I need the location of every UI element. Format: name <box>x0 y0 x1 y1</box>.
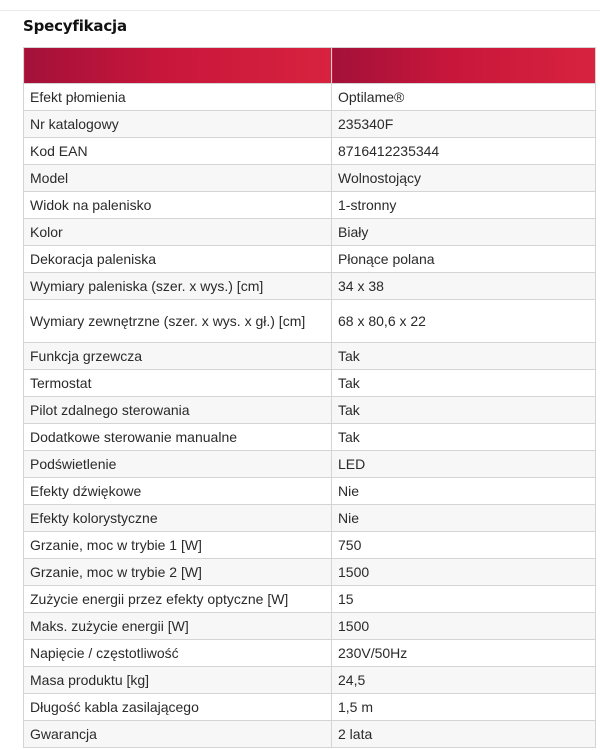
spec-label: Pilot zdalnego sterowania <box>24 397 332 424</box>
spec-label: Napięcie / częstotliwość <box>24 640 332 667</box>
spec-label: Funkcja grzewcza <box>24 343 332 370</box>
spec-value: 8716412235344 <box>332 138 596 165</box>
spec-label: Kolor <box>24 219 332 246</box>
table-row <box>24 532 596 559</box>
spec-value: LED <box>332 451 596 478</box>
spec-label: Maks. zużycie energii [W] <box>24 613 332 640</box>
spec-label: Model <box>24 165 332 192</box>
spec-label: Wymiary paleniska (szer. x wys.) [cm] <box>24 273 332 300</box>
spec-label: Wymiary zewnętrzne (szer. x wys. x gł.) [cm] <box>24 300 332 343</box>
table-row <box>24 586 596 613</box>
spec-value: Nie <box>332 505 596 532</box>
table-row <box>24 138 596 165</box>
table-row <box>24 343 596 370</box>
spec-value: 1500 <box>332 613 596 640</box>
spec-label: Widok na palenisko <box>24 192 332 219</box>
table-row <box>24 667 596 694</box>
spec-value: Płonące polana <box>332 246 596 273</box>
spec-value: 230V/50Hz <box>332 640 596 667</box>
spec-value: Nie <box>332 478 596 505</box>
spec-label: Dodatkowe sterowanie manualne <box>24 424 332 451</box>
spec-label: Kod EAN <box>24 138 332 165</box>
spec-label: Gwarancja <box>24 721 332 748</box>
spec-label: Masa produktu [kg] <box>24 667 332 694</box>
spec-label: Dekoracja paleniska <box>24 246 332 273</box>
spec-value: 2 lata <box>332 721 596 748</box>
header-bar-right <box>332 48 596 84</box>
table-row <box>24 165 596 192</box>
table-row <box>24 219 596 246</box>
table-row <box>24 111 596 138</box>
spec-label: Długość kabla zasilającego <box>24 694 332 721</box>
top-divider <box>0 10 600 11</box>
table-row <box>24 559 596 586</box>
section-title: Specyfikacja <box>23 17 127 35</box>
header-bar-left <box>24 48 332 84</box>
spec-label: Termostat <box>24 370 332 397</box>
spec-value: 15 <box>332 586 596 613</box>
table-row <box>24 424 596 451</box>
table-row <box>24 640 596 667</box>
table-row <box>24 451 596 478</box>
spec-value: Tak <box>332 343 596 370</box>
spec-label: Podświetlenie <box>24 451 332 478</box>
spec-value: 24,5 <box>332 667 596 694</box>
spec-label: Efekty kolorystyczne <box>24 505 332 532</box>
spec-value: 1,5 m <box>332 694 596 721</box>
spec-value: Tak <box>332 370 596 397</box>
spec-label: Grzanie, moc w trybie 1 [W] <box>24 532 332 559</box>
spec-label: Grzanie, moc w trybie 2 [W] <box>24 559 332 586</box>
spec-value: Tak <box>332 424 596 451</box>
spec-value: 34 x 38 <box>332 273 596 300</box>
spec-value: 750 <box>332 532 596 559</box>
table-row <box>24 192 596 219</box>
table-row <box>24 397 596 424</box>
spec-value: 1-stronny <box>332 192 596 219</box>
table-row <box>24 300 596 343</box>
table-header-bar <box>24 48 596 84</box>
spec-value: 235340F <box>332 111 596 138</box>
spec-value: Biały <box>332 219 596 246</box>
spec-table-body <box>24 48 596 748</box>
table-row <box>24 721 596 748</box>
spec-label: Zużycie energii przez efekty optyczne [W] <box>24 586 332 613</box>
table-row <box>24 370 596 397</box>
spec-table <box>23 47 596 748</box>
spec-label: Nr katalogowy <box>24 111 332 138</box>
spec-value: 68 x 80,6 x 22 <box>332 300 596 343</box>
table-row <box>24 613 596 640</box>
spec-label: Efekt płomienia <box>24 84 332 111</box>
spec-value: Optilame® <box>332 84 596 111</box>
spec-value: Tak <box>332 397 596 424</box>
table-row <box>24 273 596 300</box>
table-row <box>24 694 596 721</box>
spec-value: Wolnostojący <box>332 165 596 192</box>
table-row <box>24 505 596 532</box>
table-row <box>24 246 596 273</box>
table-row <box>24 478 596 505</box>
spec-value: 1500 <box>332 559 596 586</box>
spec-label: Efekty dźwiękowe <box>24 478 332 505</box>
table-row <box>24 84 596 111</box>
